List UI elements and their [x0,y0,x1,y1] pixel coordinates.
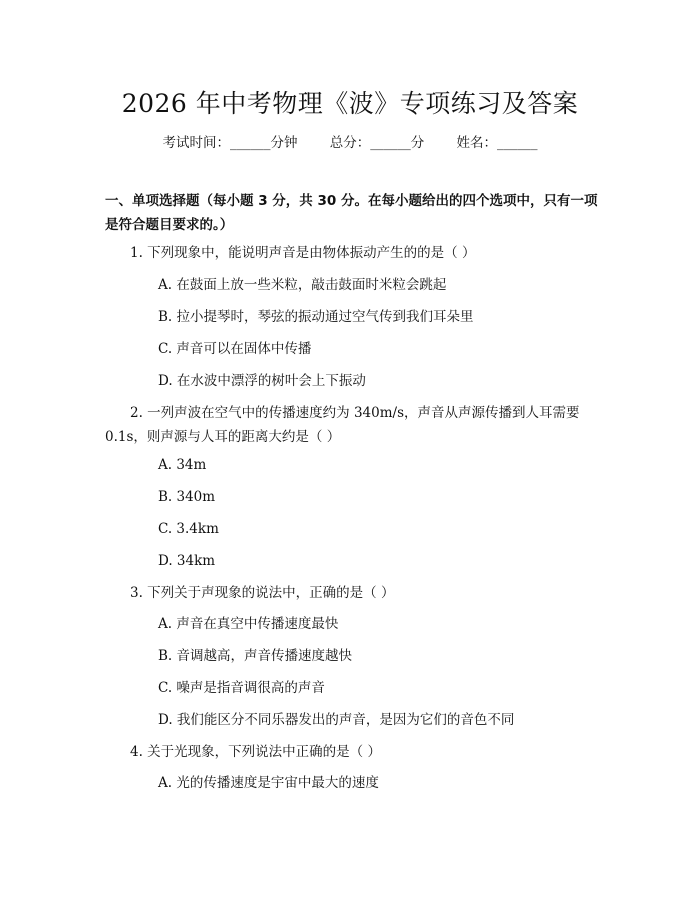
question-2-option-c: C. 3.4km [158,521,219,537]
question-2-option-d: D. 34km [158,553,216,569]
exam-time-field: 考试时间：______分钟 [162,135,298,151]
total-score-field: 总分：______分 [329,135,425,151]
question-2-option-a: A. 34m [158,457,207,473]
question-1-option-a: A. 在鼓面上放一些米粒，敲击鼓面时米粒会跳起 [158,277,447,293]
section-heading: 一、单项选择题（每小题 3 分，共 30 分。在每小题给出的四个选项中，只有一项是符合题目要求的。） [105,193,598,233]
question-1-option-b: B. 拉小提琴时，琴弦的振动通过空气传到我们耳朵里 [158,309,474,325]
question-4-option-a: A. 光的传播速度是宇宙中最大的速度 [158,775,379,791]
document-title: 2026 年中考物理《波》专项练习及答案 [121,89,579,118]
question-3-stem: 3. 下列关于声现象的说法中，正确的是（ ） [130,585,395,601]
question-3-option-d: D. 我们能区分不同乐器发出的声音，是因为它们的音色不同 [158,712,515,728]
question-1-option-c: C. 声音可以在固体中传播 [158,341,312,357]
question-4-stem: 4. 关于光现象，下列说法中正确的是（ ） [130,744,381,760]
question-1-stem: 1. 下列现象中，能说明声音是由物体振动产生的的是（ ） [130,245,476,261]
student-name-field: 姓名：______ [456,135,538,151]
question-1-option-d: D. 在水波中漂浮的树叶会上下振动 [158,373,366,389]
exam-info-row [0,131,700,151]
question-3-option-a: A. 声音在真空中传播速度最快 [158,616,339,632]
question-2-option-b: B. 340m [158,489,216,505]
question-3-option-c: C. 噪声是指音调很高的声音 [158,680,325,696]
question-2-stem: 2. 一列声波在空气中的传播速度约为 340m/s，声音从声源传播到人耳需要 0.1s，则声源与人耳的距离大约是（ ） [105,405,580,445]
question-3-option-b: B. 音调越高，声音传播速度越快 [158,648,353,664]
